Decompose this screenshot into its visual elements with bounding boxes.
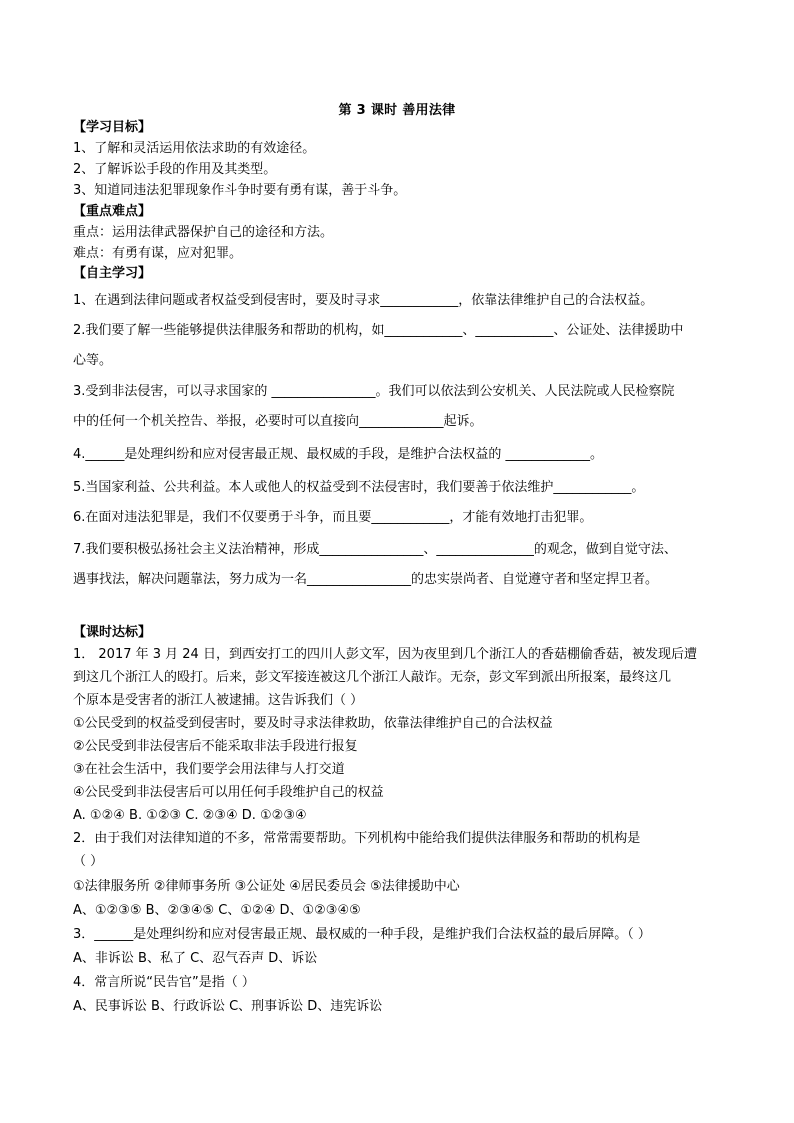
practice-line: 到这几个浙江人的殴打。后来，彭文军接连被这几个浙江人敲诈。无奈，彭文军到派出所报案，最终这几 (73, 670, 672, 685)
practice-line: （ ） (73, 854, 104, 869)
page-title: 第 3 课时 善用法律 (338, 103, 456, 118)
practice-heading: 【课时达标】 (73, 625, 152, 640)
self-study-line: 心等。 (73, 353, 113, 368)
self-study-line: 7.我们要积极弘扬社会主义法治精神，形成________________、_______________的观念，做到自觉守法、 (73, 542, 677, 557)
practice-line: A. ①②④ B. ①②③ C. ②③④ D. ①②③④ (73, 808, 307, 823)
goal-item: 2、了解诉讼手段的作用及其类型。 (73, 162, 277, 177)
key-points-heading: 【重点难点】 (73, 204, 152, 219)
self-study-line: 3.受到非法侵害，可以寻求国家的 ________________。我们可以依法到公安机关、人民法院或人民检察院 (73, 384, 675, 399)
practice-line: A、民事诉讼 B、行政诉讼 C、刑事诉讼 D、违宪诉讼 (73, 999, 383, 1014)
practice-line: 2．由于我们对法律知道的不多，常常需要帮助。下列机构中能给我们提供法律服务和帮助的机构是 (73, 831, 641, 846)
self-study-line: 遇事找法，解决问题靠法，努力成为一名________________的忠实崇尚者、自觉遵守者和坚定捍卫者。 (73, 572, 659, 587)
practice-line: 3．______是处理纠纷和应对侵害最正规、最权威的一种手段，是维护我们合法权益的最后屏障。（ ） (73, 927, 651, 942)
practice-line: ②公民受到非法侵害后不能采取非法手段进行报复 (73, 739, 358, 754)
practice-line: ①公民受到的权益受到侵害时，要及时寻求法律救助，依靠法律维护自己的合法权益 (73, 716, 553, 731)
practice-line: A、①②③⑤ B、②③④⑤ C、①②④ D、①②③④⑤ (73, 903, 361, 918)
self-study-line: 5.当国家利益、公共利益。本人或他人的权益受到不法侵害时，我们要善于依法维护____________。 (73, 480, 645, 495)
self-study-line: 4.______是处理纠纷和应对侵害最正规、最权威的手段，是维护合法权益的 _____________。 (73, 447, 604, 462)
self-study-line: 1、在遇到法律问题或者权益受到侵害时，要及时寻求____________，依靠法律维护自己的合法权益。 (73, 293, 654, 308)
self-study-line: 2.我们要了解一些能够提供法律服务和帮助的机构，如____________、____________、公证处、法律援助中 (73, 323, 684, 338)
practice-line: ③在社会生活中，我们要学会用法律与人打交道 (73, 762, 345, 777)
practice-line: 4．常言所说“民告官”是指（ ） (73, 975, 255, 990)
practice-line: A、非诉讼 B、私了 C、忍气吞声 D、诉讼 (73, 951, 318, 966)
key-point-item: 难点：有勇有谋，应对犯罪。 (73, 246, 243, 261)
practice-line: 个原本是受害者的浙江人被逮捕。这告诉我们（ ） (73, 693, 364, 708)
self-study-heading: 【自主学习】 (73, 266, 152, 281)
self-study-line: 中的任何一个机关控告、举报，必要时可以直接向_____________起诉。 (73, 414, 483, 429)
learning-goals-heading: 【学习目标】 (73, 120, 152, 135)
goal-item: 3、知道同违法犯罪现象作斗争时要有勇有谋，善于斗争。 (73, 183, 407, 198)
practice-line: ①法律服务所 ②律师事务所 ③公证处 ④居民委员会 ⑤法律援助中心 (73, 879, 460, 894)
practice-line: 1． 2017 年 3 月 24 日，到西安打工的四川人彭文军，因为夜里到几个浙江人的香菇棚偷香菇，被发现后遭 (73, 647, 697, 662)
self-study-line: 6.在面对违法犯罪是，我们不仅要勇于斗争，而且要____________，才能有效地打击犯罪。 (73, 510, 593, 525)
practice-line: ④公民受到非法侵害后可以用任何手段维护自己的权益 (73, 785, 384, 800)
key-point-item: 重点：运用法律武器保护自己的途径和方法。 (73, 225, 334, 240)
goal-item: 1、了解和灵活运用依法求助的有效途径。 (73, 141, 316, 156)
